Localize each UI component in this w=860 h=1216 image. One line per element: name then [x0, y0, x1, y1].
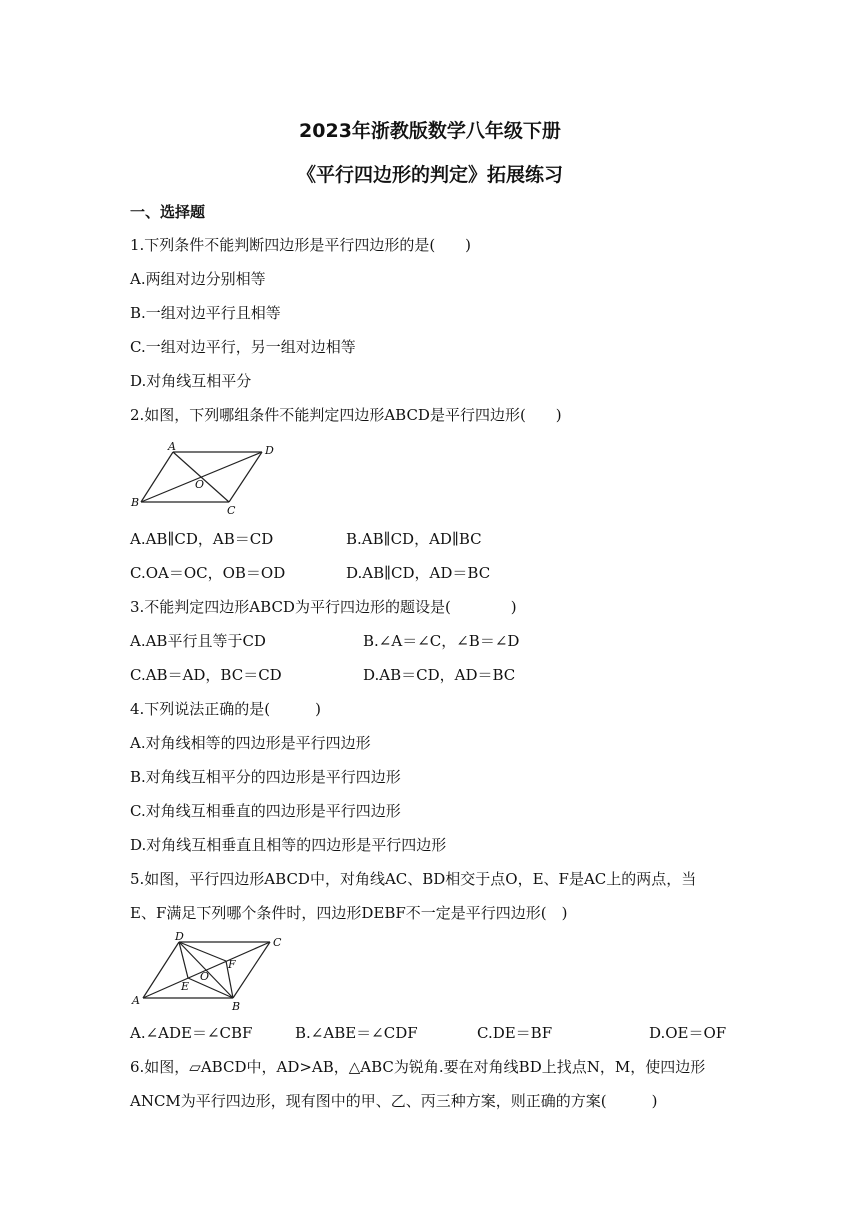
page-subtitle: 《平行四边形的判定》拓展练习 [296, 164, 563, 186]
q2-label-a: A [168, 440, 176, 453]
q2-stem: 2.如图，下列哪组条件不能判定四边形ABCD是平行四边形( ) [130, 406, 562, 424]
q2-option-b: B.AB∥CD，AD∥BC [346, 530, 482, 548]
q1-stem: 1.下列条件不能判断四边形是平行四边形的是( ) [130, 236, 472, 254]
q5-label-o: O [200, 970, 210, 983]
page-title: 2023年浙教版数学八年级下册 [299, 120, 561, 142]
q2-label-c: C [227, 504, 236, 516]
q1-option-d: D.对角线互相平分 [130, 372, 252, 390]
q5-stem-line2: E、F满足下列哪个条件时，四边形DEBF不一定是平行四边形( ) [130, 904, 568, 922]
q5-option-d: D.OE＝OF [649, 1024, 727, 1042]
q4-option-b: B.对角线互相平分的四边形是平行四边形 [130, 768, 401, 786]
q6-stem-line1: 6.如图，▱ABCD中，AD>AB，△ABC为锐角.要在对角线BD上找点N，M，使四边形 [130, 1058, 706, 1076]
q5-label-e: E [181, 980, 190, 993]
q5-segment-df [179, 942, 226, 961]
q5-label-f: F [228, 958, 236, 971]
q5-label-b: B [232, 1000, 241, 1012]
q3-stem: 3.不能判定四边形ABCD为平行四边形的题设是( ) [130, 598, 517, 616]
q5-option-b: B.∠ABE＝∠CDF [295, 1024, 418, 1042]
q2-side-ab [141, 452, 173, 502]
q5-label-d: D [175, 930, 184, 943]
q3-option-b: B.∠A＝∠C，∠B＝∠D [363, 632, 520, 650]
q1-option-a: A.两组对边分别相等 [130, 270, 266, 288]
section-heading: 一、选择题 [130, 203, 206, 221]
q2-option-a: A.AB∥CD，AB＝CD [130, 530, 274, 548]
q2-side-cd [229, 452, 262, 502]
q1-option-b: B.一组对边平行且相等 [130, 304, 281, 322]
q5-stem-line1: 5.如图，平行四边形ABCD中，对角线AC、BD相交于点O，E、F是AC上的两点，当 [130, 870, 697, 888]
q2-parallelogram-figure [128, 440, 288, 516]
q4-option-a: A.对角线相等的四边形是平行四边形 [130, 734, 371, 752]
q5-option-c: C.DE＝BF [477, 1024, 553, 1042]
q5-segment-eb [188, 978, 233, 998]
q5-label-a: A [132, 994, 140, 1007]
q4-stem: 4.下列说法正确的是( ) [130, 700, 322, 718]
q2-option-d: D.AB∥CD，AD＝BC [346, 564, 491, 582]
q1-option-c: C.一组对边平行，另一组对边相等 [130, 338, 356, 356]
q2-diagonal-bd [141, 452, 262, 502]
q2-option-c: C.OA＝OC，OB＝OD [130, 564, 286, 582]
q3-option-a: A.AB平行且等于CD [130, 632, 266, 650]
q2-label-o: O [195, 478, 205, 491]
q2-label-b: B [131, 496, 140, 509]
q3-option-c: C.AB＝AD，BC＝CD [130, 666, 282, 684]
q5-label-c: C [273, 936, 282, 949]
q5-parallelogram-figure [128, 930, 288, 1012]
q2-label-d: D [265, 444, 274, 457]
q6-stem-line2: ANCM为平行四边形，现有图中的甲、乙、丙三种方案，则正确的方案( ) [130, 1092, 658, 1110]
q3-option-d: D.AB＝CD，AD＝BC [363, 666, 516, 684]
q5-option-a: A.∠ADE＝∠CBF [130, 1024, 253, 1042]
q4-option-c: C.对角线互相垂直的四边形是平行四边形 [130, 802, 401, 820]
q4-option-d: D.对角线互相垂直且相等的四边形是平行四边形 [130, 836, 447, 854]
